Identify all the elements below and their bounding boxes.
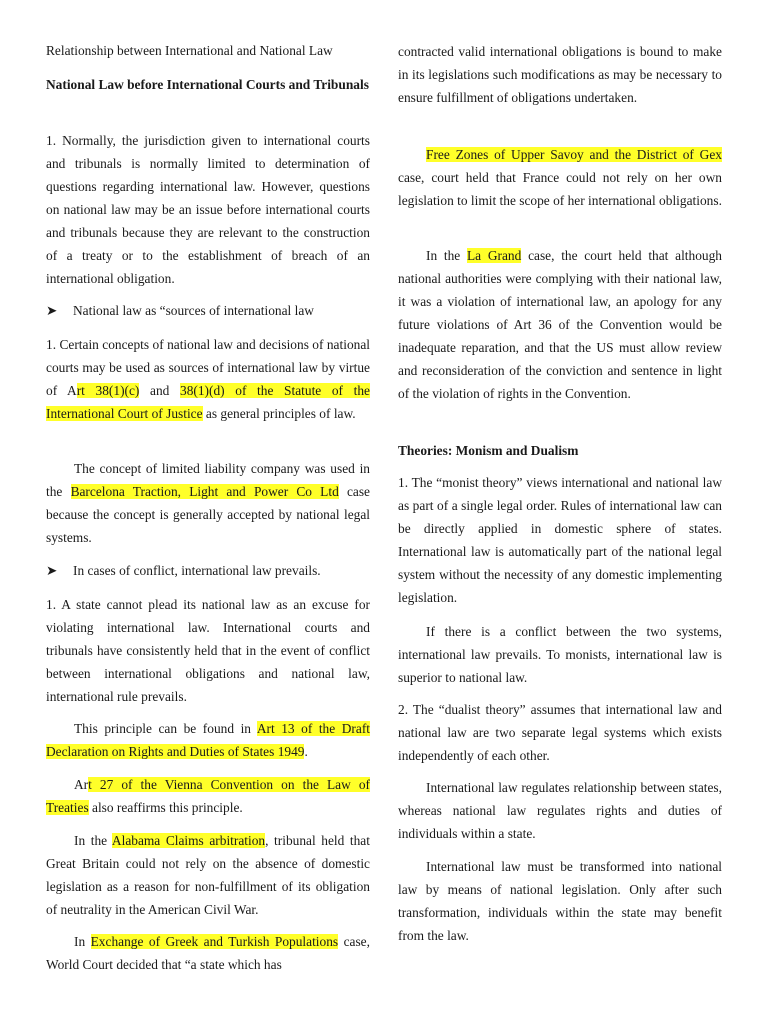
paragraph-sources [46, 333, 370, 425]
paragraph-la-grand [398, 244, 722, 405]
text: This principle can be found in [74, 721, 257, 736]
highlight-free-zones: Free Zones of Upper Savoy and the District of Gex [426, 147, 722, 162]
highlight-barcelona-traction: Barcelona Traction, Light and Power Co Ltd [70, 484, 339, 499]
paragraph-dualist: 2. The “dualist theory” assumes that international law and national law are two separate legal systems which exists independently of each other. [398, 702, 722, 763]
bullet-conflict-text: In cases of conflict, international law prevails. [73, 563, 321, 578]
text: 1. Certain concepts of national law and decisions of national courts may be used as sources of international law by virtue of A [46, 337, 370, 398]
paragraph-monist-conflict: If there is a conflict between the two systems, international law prevails. To monists, international law is superior to national law. [398, 624, 722, 685]
text: In the [74, 833, 112, 848]
paragraph-contracted: contracted valid international obligations is bound to make in its legislations such modifications as may be necessary to ensure fulfillment of obligations undertaken. [398, 44, 722, 105]
text: , tribunal held that Great Britain could not rely on the absence of domestic legislation as a reason for non-fulfillment of its obligation of neutrality in the American Civil War. [46, 833, 370, 917]
text: and [139, 383, 181, 398]
highlight-greek-turkish: Exchange of Greek and Turkish Populations [90, 934, 339, 949]
bullet-sources-text: National law as “sources of international law [73, 303, 314, 318]
text: The concept of limited liability company was used in the [46, 461, 370, 499]
bullet-sources [46, 299, 314, 322]
paragraph-free-zones [398, 143, 722, 212]
text: In the [426, 248, 467, 263]
paragraph-transformed: International law must be transformed into national law by means of national legislation. Only after such transformation, individuals within the state may benefit from the law. [398, 859, 722, 943]
paragraph-jurisdiction: 1. Normally, the jurisdiction given to international courts and tribunals is normally limited to determination of questions regarding international law. However, questions on national law may be an issue before international courts and tribunals because they are relevant to the construction of a treaty or to the establishment of breach of an international obligation. [46, 133, 370, 286]
highlight-art-13: Art 13 of the Draft Declaration on Rights and Duties of States 1949 [46, 721, 370, 759]
highlight-alabama-claims: Alabama Claims arbitration [111, 833, 266, 848]
text: Ar [74, 777, 89, 792]
paragraph-greek-turkish [46, 930, 370, 976]
text: . [304, 744, 308, 759]
bullet-conflict [46, 559, 321, 582]
paragraph-draft-declaration [46, 717, 370, 763]
paragraph-barcelona [46, 457, 370, 549]
paragraph-monist: 1. The “monist theory” views international and national law as part of a single legal order. Rules of international law can be directly applied in domestic sphere of states. International law is automatically part of the national legal system without the necessity of any domestic implementing legislation. [398, 475, 722, 605]
paragraph-alabama [46, 829, 370, 921]
paragraph-regulates: International law regulates relationship between states, whereas national law regulates rights and duties of individuals within a state. [398, 780, 722, 841]
highlight-art-38-1-c: rt 38(1)(c) [76, 383, 140, 398]
text: case, the court held that although national authorities were complying with their national law, it was a violation of international law, an apology for any future violations of Art 36 of the Convention would be inadequate reparation, and that the US must allow review and reconsideration of the conviction and sentence in light of the violation of rights in the Convention. [398, 248, 723, 401]
text: case because the concept is generally accepted by national legal systems. [46, 484, 370, 545]
arrowhead-bullet-icon: ➤ [46, 303, 58, 318]
text: case, court held that France could not rely on her own legislation to limit the scope of her international obligations. [398, 170, 722, 208]
text: In [74, 934, 91, 949]
highlight-art-38-1-d: 38(1)(d) of the Statute of the International Court of Justice [46, 383, 371, 421]
highlight-la-grand: La Grand [467, 248, 522, 263]
paragraph-cannot-plead: 1. A state cannot plead its national law as an excuse for violating international law. International courts and tribunals have consistently held that in the event of conflict between international obligations and national law, international rule prevails. [46, 597, 370, 704]
arrowhead-bullet-icon: ➤ [46, 563, 58, 578]
text: case, World Court decided that “a state which has [46, 934, 370, 972]
document-title: Relationship between International and National Law [46, 43, 333, 58]
text: also reaffirms this principle. [88, 800, 243, 815]
section-heading-national-law: National Law before International Courts and Tribunals [46, 77, 369, 92]
section-heading-theories: Theories: Monism and Dualism [398, 443, 579, 458]
highlight-art-27-vienna: t 27 of the Vienna Convention on the Law of Treaties [46, 777, 370, 815]
text: as general principles of law. [202, 406, 356, 421]
paragraph-vienna [46, 773, 370, 819]
